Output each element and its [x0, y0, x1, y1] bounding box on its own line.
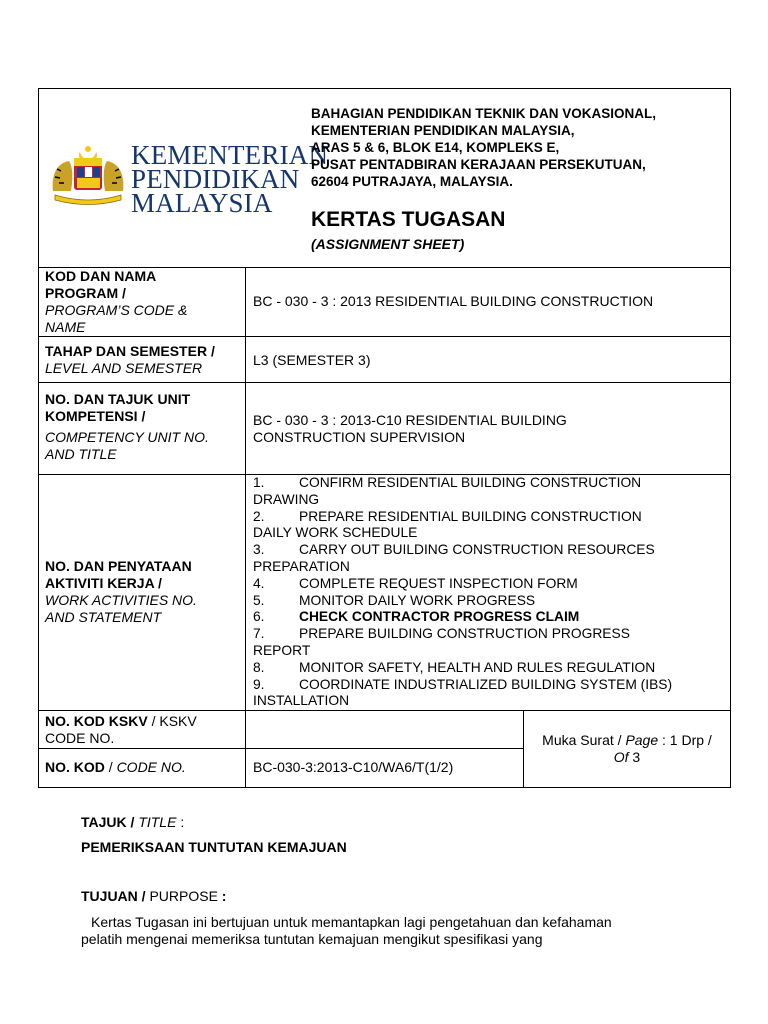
program-label: KOD DAN NAMA PROGRAM / PROGRAM’S CODE & NAME [39, 267, 246, 336]
title-label: TAJUK / TITLE : [81, 814, 185, 830]
activity-item: 8. MONITOR SAFETY, HEALTH AND RULES REGULATION [253, 659, 656, 675]
ministry-address: BAHAGIAN PENDIDIKAN TEKNIK DAN VOKASIONAL, KEMENTERIAN PENDIDIKAN MALAYSIA, ARAS 5 & 6, BLOK E14, KOMPLEKS E, PUSAT PENTADBIRAN KERAJAAN PERSEKUTUAN, 62604 PUTRAJAYA, MALAYSIA. [311, 106, 657, 189]
sheet-subtitle: (ASSIGNMENT SHEET) [311, 236, 465, 252]
activity-item: 1. CONFIRM RESIDENTIAL BUILDING CONSTRUCTION [253, 475, 642, 490]
competency-unit-row [39, 383, 730, 475]
code-value: BC-030-3:2013-C10/WA6/T(1/2) [253, 759, 454, 775]
level-label: TAHAP DAN SEMESTER / LEVEL AND SEMESTER [39, 337, 246, 382]
competency-unit-value: BC - 030 - 3 : 2013-C10 RESIDENTIAL BUILDING CONSTRUCTION SUPERVISION [253, 412, 567, 445]
title-value: PEMERIKSAAN TUNTUTAN KEMAJUAN [81, 839, 347, 855]
assignment-sheet-table [38, 88, 731, 788]
level-row [39, 337, 730, 383]
work-activities-label: NO. DAN PENYATAAN AKTIVITI KERJA / WORK ACTIVITIES NO. AND STATEMENT [39, 475, 246, 710]
work-activities-list: 1. CONFIRM RESIDENTIAL BUILDING CONSTRUCTION DRAWING 2. PREPARE RESIDENTIAL BUILDING CONSTRUCTION DAILY WORK SCHEDULE 3. CARRY OUT BUILDING CONSTRUCTION RESOURCES PREPARATION 4. COMPLETE REQUEST INSPECTION FORM 5. MONITOR DAILY WORK PROGRESS 6. CHECK CONTRACTOR PROGRESS CLAIM 7. PREPARE BUILDING CONSTRUCTION PROGRESS REPORT 8. MONITOR SAFETY, HEALTH AND RULES REGULATION 9. COORDINATE INDUSTRIALIZED BUILDING SYSTEM (IBS) INSTALLATION [246, 475, 730, 710]
activity-item: 2. PREPARE RESIDENTIAL BUILDING CONSTRUCTION [253, 508, 642, 524]
page-number-cell: Muka Surat / Page : 1 Drp / Of 3 [523, 711, 730, 787]
competency-unit-label: NO. DAN TAJUK UNIT KOMPETENSI / COMPETENCY UNIT NO. AND TITLE [39, 383, 246, 474]
activity-item: 9. COORDINATE INDUSTRIALIZED BUILDING SYSTEM (IBS) [253, 676, 673, 692]
sheet-title: KERTAS TUGASAN [311, 208, 506, 231]
activity-item: 7. PREPARE BUILDING CONSTRUCTION PROGRESS [253, 626, 630, 642]
activity-item: 4. COMPLETE REQUEST INSPECTION FORM [253, 575, 578, 591]
program-value: BC - 030 - 3 : 2013 RESIDENTIAL BUILDING CONSTRUCTION [253, 293, 654, 309]
work-activities-row [39, 475, 730, 711]
kskv-code-label: NO. KOD KSKV / KSKV CODE NO. [39, 711, 246, 748]
activity-item: 3. CARRY OUT BUILDING CONSTRUCTION RESOURCES [253, 542, 655, 558]
program-row [39, 267, 730, 337]
purpose-label: TUJUAN / PURPOSE : [81, 888, 227, 904]
purpose-text-line-1: Kertas Tugasan ini bertujuan untuk memantapkan lagi pengetahuan dan kefahaman [91, 914, 612, 930]
purpose-text-line-2: pelatih mengenai memeriksa tuntutan kemajuan mengikut spesifikasi yang [81, 931, 543, 947]
sheet-header [39, 89, 730, 268]
level-value: L3 (SEMESTER 3) [253, 352, 371, 368]
code-label: NO. KOD / CODE NO. [39, 749, 246, 787]
ministry-logo-text: KEMENTERIAN PENDIDIKAN MALAYSIA [131, 140, 329, 218]
activity-item: 5. MONITOR DAILY WORK PROGRESS [253, 592, 536, 608]
activity-item-highlighted: 6. CHECK CONTRACTOR PROGRESS CLAIM [253, 609, 580, 625]
coat-of-arms-icon [47, 145, 129, 207]
